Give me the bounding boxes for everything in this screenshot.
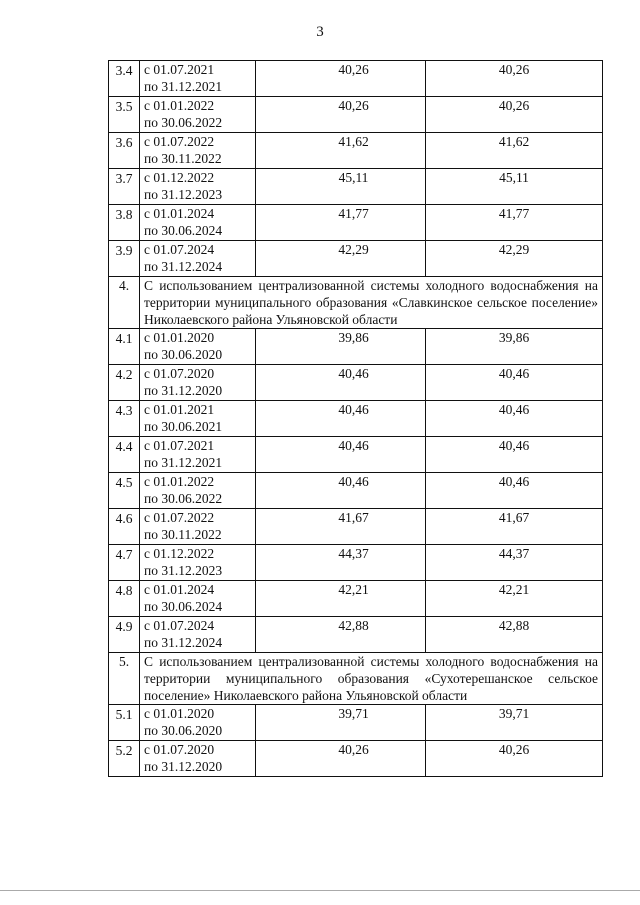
period-cell [140,205,256,241]
period-cell [140,545,256,581]
row-number: 4.7 [109,545,140,581]
tariff-value-1: 40,26 [256,61,426,97]
footer-line [0,890,640,891]
period-from: с 01.07.2020 [144,366,215,381]
tariff-value-1: 40,46 [256,365,426,401]
table-row [109,437,603,473]
period-to: по 31.12.2024 [144,635,223,650]
tariff-value-2: 40,26 [426,97,603,133]
tariff-value-2: 45,11 [426,169,603,205]
period-to: по 31.12.2023 [144,187,223,202]
table-row [109,509,603,545]
period-cell [140,581,256,617]
period-cell [140,705,256,741]
section-row [109,277,603,329]
tariff-table [108,60,603,777]
period-from: с 01.01.2020 [144,330,215,345]
tariff-value-1: 42,29 [256,241,426,277]
period-from: с 01.07.2020 [144,742,215,757]
period-to: по 30.06.2024 [144,599,223,614]
tariff-value-1: 42,88 [256,617,426,653]
page-number: 3 [316,24,324,40]
row-number: 4.2 [109,365,140,401]
table-row [109,473,603,509]
tariff-value-2: 40,46 [426,401,603,437]
tariff-value-2: 42,21 [426,581,603,617]
tariff-value-2: 41,77 [426,205,603,241]
period-to: по 31.12.2023 [144,563,223,578]
period-from: с 01.01.2024 [144,582,215,597]
period-from: с 01.07.2022 [144,134,215,149]
tariff-value-2: 39,71 [426,705,603,741]
period-cell [140,401,256,437]
period-from: с 01.01.2022 [144,474,215,489]
period-from: с 01.12.2022 [144,170,215,185]
table-row [109,97,603,133]
period-to: по 30.06.2020 [144,347,223,362]
tariff-value-1: 42,21 [256,581,426,617]
table-row [109,329,603,365]
tariff-table-body [109,61,603,777]
tariff-value-2: 42,88 [426,617,603,653]
tariff-value-1: 44,37 [256,545,426,581]
table-row [109,617,603,653]
period-to: по 31.12.2021 [144,455,223,470]
period-from: с 01.01.2021 [144,402,215,417]
table-row [109,705,603,741]
tariff-value-1: 41,62 [256,133,426,169]
table-row [109,545,603,581]
section-row [109,653,603,705]
period-to: по 31.12.2024 [144,259,223,274]
period-to: по 31.12.2021 [144,79,223,94]
table-row [109,61,603,97]
period-to: по 30.06.2020 [144,723,223,738]
row-number: 4.1 [109,329,140,365]
period-cell [140,617,256,653]
period-from: с 01.01.2024 [144,206,215,221]
period-to: по 30.06.2021 [144,419,223,434]
period-cell [140,61,256,97]
period-to: по 30.11.2022 [144,151,222,166]
tariff-value-2: 40,26 [426,741,603,777]
tariff-value-2: 40,26 [426,61,603,97]
row-number: 3.7 [109,169,140,205]
table-row [109,169,603,205]
period-cell [140,133,256,169]
tariff-value-1: 41,67 [256,509,426,545]
table-row [109,741,603,777]
period-from: с 01.07.2024 [144,242,215,257]
tariff-value-1: 40,46 [256,401,426,437]
period-from: с 01.07.2022 [144,510,215,525]
row-number: 5.2 [109,741,140,777]
section-number: 4. [109,277,140,329]
period-from: с 01.07.2021 [144,62,215,77]
row-number: 3.4 [109,61,140,97]
period-to: по 31.12.2020 [144,383,223,398]
row-number: 3.8 [109,205,140,241]
period-to: по 30.06.2024 [144,223,223,238]
row-number: 3.9 [109,241,140,277]
tariff-value-2: 39,86 [426,329,603,365]
tariff-value-1: 40,46 [256,473,426,509]
table-row [109,241,603,277]
period-cell [140,365,256,401]
table-row [109,581,603,617]
period-cell [140,329,256,365]
period-from: с 01.01.2022 [144,98,215,113]
tariff-value-2: 40,46 [426,473,603,509]
period-cell [140,509,256,545]
tariff-value-2: 41,67 [426,509,603,545]
period-cell [140,473,256,509]
period-to: по 30.06.2022 [144,491,223,506]
tariff-value-2: 41,62 [426,133,603,169]
period-cell [140,241,256,277]
row-number: 4.3 [109,401,140,437]
period-cell [140,97,256,133]
section-title: С использованием централизованной системы холодного водоснабжения на территории муниципального образования «Славкинское сельское поселение» Николаевского района Ульяновской области [140,277,603,329]
tariff-value-1: 45,11 [256,169,426,205]
row-number: 4.4 [109,437,140,473]
section-title: С использованием централизованной системы холодного водоснабжения на территории муниципального образования «Сухотерешанское сельское поселение» Николаевского района Ульяновской области [140,653,603,705]
row-number: 3.6 [109,133,140,169]
table-row [109,401,603,437]
tariff-value-1: 40,26 [256,97,426,133]
row-number: 4.6 [109,509,140,545]
row-number: 5.1 [109,705,140,741]
tariff-value-1: 40,46 [256,437,426,473]
row-number: 4.8 [109,581,140,617]
row-number: 3.5 [109,97,140,133]
tariff-value-1: 40,26 [256,741,426,777]
period-cell [140,741,256,777]
tariff-value-2: 44,37 [426,545,603,581]
period-to: по 31.12.2020 [144,759,223,774]
row-number: 4.9 [109,617,140,653]
tariff-value-2: 42,29 [426,241,603,277]
period-to: по 30.06.2022 [144,115,223,130]
tariff-value-1: 39,71 [256,705,426,741]
section-number: 5. [109,653,140,705]
period-from: с 01.07.2024 [144,618,215,633]
period-from: с 01.12.2022 [144,546,215,561]
period-to: по 30.11.2022 [144,527,222,542]
tariff-value-2: 40,46 [426,365,603,401]
period-from: с 01.07.2021 [144,438,215,453]
table-row [109,133,603,169]
tariff-value-1: 39,86 [256,329,426,365]
period-cell [140,437,256,473]
tariff-value-1: 41,77 [256,205,426,241]
table-row [109,205,603,241]
table-row [109,365,603,401]
period-from: с 01.01.2020 [144,706,215,721]
period-cell [140,169,256,205]
tariff-value-2: 40,46 [426,437,603,473]
row-number: 4.5 [109,473,140,509]
